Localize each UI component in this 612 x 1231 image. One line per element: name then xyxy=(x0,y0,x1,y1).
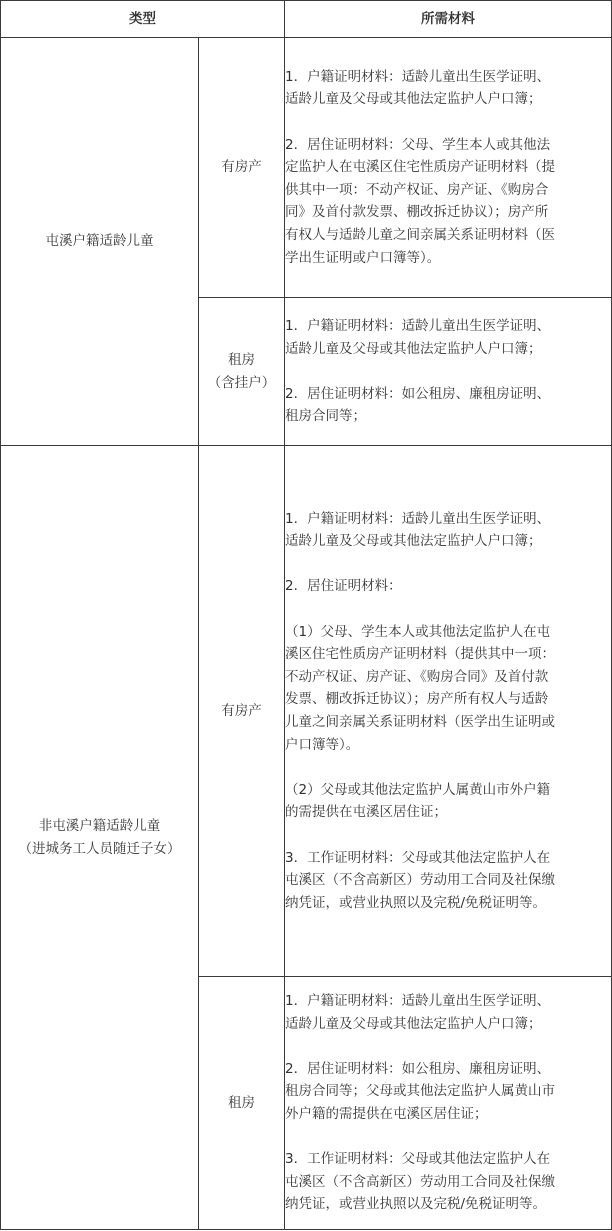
category-local-hukou xyxy=(1,38,199,446)
header-materials: 所需材料 xyxy=(285,1,612,38)
material-paragraph: 3．工作证明材料：父母或其他法定监护人在 屯溪区（不含高新区）劳动用工合同及社保缴 纳凭证，或营业执照以及完税/免税证明等。 xyxy=(285,849,555,911)
material-paragraph: 2．居住证明材料：如公租房、廉租房证明、 租房合同等； xyxy=(285,385,551,425)
header-type: 类型 xyxy=(1,1,285,38)
category-label: 非屯溪户籍适龄儿童 （进城务工人员随迁子女） xyxy=(18,817,181,857)
material-paragraph: 3．工作证明材料：父母或其他法定监护人在 屯溪区（不含高新区）劳动用工合同及社保缴 纳凭证，或营业执照以及完税/免税证明等。 xyxy=(285,1151,555,1213)
materials-cell xyxy=(285,977,612,1230)
housing-type-rent xyxy=(199,298,285,446)
material-paragraph: 1．户籍证明材料：适龄儿童出生医学证明、 适龄儿童及父母或其他法定监护人户口簿； xyxy=(285,318,551,357)
materials-cell xyxy=(285,446,612,977)
material-paragraph: 1．户籍证明材料：适龄儿童出生医学证明、 适龄儿童及父母或其他法定监护人户口簿； xyxy=(285,993,551,1032)
material-paragraph: 2．居住证明材料：父母、学生本人或其他法 定监护人在屯溪区住宅性质房产证明材料（提 供其中一项：不动产权证、房产证、《购房合 同》及首付款发票、棚改拆迁协议）；房产所 有权人与适龄儿童之间亲属关系证明材料（医 学出生证明或户口簿等）。 xyxy=(285,136,555,266)
housing-label: 租房 （含挂户） xyxy=(207,351,276,391)
housing-type-own xyxy=(199,38,285,298)
housing-type-rent xyxy=(199,977,285,1230)
housing-label: 租房 xyxy=(228,1094,255,1111)
material-paragraph: （1）父母、学生本人或其他法定监护人在屯 溪区住宅性质房产证明材料（提供其中一项： 不动产权证、房产证、《购房合同》及首付款 发票、棚改拆迁协议）；房产所有权人与适龄 儿童之间亲属关系证明材料（医学出生证明或 户口簿等）。 xyxy=(285,623,555,753)
material-paragraph: 1．户籍证明材料：适龄儿童出生医学证明、 适龄儿童及父母或其他法定监护人户口簿； xyxy=(285,510,551,550)
material-paragraph: 2．居住证明材料：如公租房、廉租房证明、 租房合同等；父母或其他法定监护人属黄山市 外户籍的需提供在屯溪区居住证； xyxy=(285,1060,555,1122)
category-label: 屯溪户籍适龄儿童 xyxy=(45,233,154,250)
material-paragraph: 2．居住证明材料： xyxy=(285,578,402,595)
category-nonlocal-hukou xyxy=(1,446,199,1230)
header-row xyxy=(1,1,612,38)
materials-cell xyxy=(285,38,612,298)
housing-label: 有房产 xyxy=(221,159,262,176)
materials-cell xyxy=(285,298,612,446)
housing-type-own xyxy=(199,446,285,977)
table-row xyxy=(1,38,612,298)
housing-label: 有房产 xyxy=(221,702,262,719)
table-row xyxy=(1,446,612,977)
material-paragraph: （2）父母或其他法定监护人属黄山市外户籍 的需提供在屯溪区居住证； xyxy=(285,781,551,821)
material-paragraph: 1．户籍证明材料：适龄儿童出生医学证明、 适龄儿童及父母或其他法定监护人户口簿； xyxy=(285,68,551,108)
